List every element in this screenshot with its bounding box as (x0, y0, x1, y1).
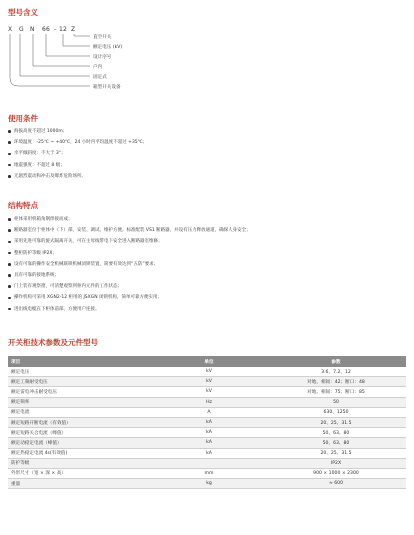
list-item: 地震强度：不超过 8 级； (8, 160, 147, 171)
table-cell: 630、1250 (266, 407, 406, 417)
list-item: 采用先进可靠的旋式隔离开关，可在主母线带电下安全进入断路器室维修； (8, 236, 251, 247)
code-char: - (54, 26, 57, 33)
table-row (8, 387, 406, 397)
table-cell (152, 458, 266, 468)
table-cell: kV (152, 377, 266, 387)
table-row (8, 479, 406, 489)
table-cell: kg (152, 479, 266, 489)
section-heading-table: 开关柜技术参数及元件型号 (8, 338, 98, 347)
table-row (8, 377, 406, 387)
column-header: 单位 (152, 356, 266, 367)
table-cell: 900 × 1000 × 2300 (266, 468, 406, 478)
list-item: 柜体采用机箱角钢焊接而成； (8, 214, 251, 225)
code-meaning: 户内 (93, 64, 103, 70)
code-meaning: 直空开关 (93, 34, 112, 40)
list-item: 具有可靠的接地系统； (8, 270, 251, 281)
table-cell: 对地、相间：75；断口：85 (266, 387, 406, 397)
list-item: 水平倾斜度：不大于 3°； (8, 148, 147, 159)
table-cell: A (152, 407, 266, 417)
table-row (8, 407, 406, 417)
table-row (8, 397, 406, 407)
code-char: Z (71, 26, 76, 33)
table-cell: 额定短路关合电流（峰值） (8, 428, 152, 438)
code-meaning: 设计序号 (93, 54, 112, 60)
table-cell: kA (152, 448, 266, 458)
table-header-row (8, 356, 406, 367)
table-cell: ≈ 600 (266, 479, 406, 489)
list-item: 门上装有观察窗，可清楚观察到柜内元件的工作状态； (8, 281, 251, 292)
list-item: 断路器室位于柜体中（下）部，安装、调试、维护方便。标准配装 VS1 断路器，并设有压力释放通道，确保人身安全； (8, 225, 251, 236)
table-row (8, 367, 406, 377)
table-cell: 20、25、31.5 (266, 448, 406, 458)
table-row (8, 438, 406, 448)
list-item: 海拔高度不超过 1000m； (8, 126, 147, 137)
features-list (8, 214, 251, 315)
conditions-list (8, 126, 147, 182)
column-header: 项目 (8, 356, 152, 367)
column-header: 参数 (266, 356, 406, 367)
list-item: 无剧烈震动和冲击及爆炸危险场所。 (8, 171, 147, 182)
table-cell: kV (152, 387, 266, 397)
code-meaning: 箱型开关设备 (93, 84, 121, 90)
table-cell: 重量 (8, 479, 152, 489)
section-heading-model: 型号含义 (8, 8, 38, 17)
table-cell: kA (152, 428, 266, 438)
table-cell: Hz (152, 397, 266, 407)
table-cell: 3.6、7.2、12 (266, 367, 406, 377)
list-item: 操作机构可采用 XGN2-12 柜用的 JSXGN 闭锁机构，简单可靠方便实用； (8, 292, 251, 303)
table-row (8, 458, 406, 468)
table-cell: mm (152, 468, 266, 478)
table-cell: 50、63、80 (266, 428, 406, 438)
code-meaning: 额定电压 (kV) (93, 44, 123, 50)
table-cell: kA (152, 417, 266, 427)
table-cell: 对地、相间：42；断口：48 (266, 377, 406, 387)
section-heading-conditions: 使用条件 (8, 114, 38, 123)
table-row (8, 468, 406, 478)
code-char: N (30, 26, 35, 33)
table-cell: 外形尺寸（宽 × 深 × 高） (8, 468, 152, 478)
table-cell: 50、63、80 (266, 438, 406, 448)
table-cell: 额定电压 (8, 367, 152, 377)
table-cell: kV (152, 367, 266, 377)
code-char: X (8, 26, 13, 33)
model-code-connector-lines (0, 0, 414, 100)
spec-table (8, 356, 406, 489)
list-item: 进出线电缆在下柜体前部，方便用户连接。 (8, 304, 251, 315)
table-cell: 额定雷电冲击耐受电压 (8, 387, 152, 397)
table-cell: 额定工频耐受电压 (8, 377, 152, 387)
table-cell: 额定短路开断电流（有效值） (8, 417, 152, 427)
code-char: 66 (42, 26, 51, 33)
table-cell: 额定频率 (8, 397, 152, 407)
table-cell: 50 (266, 397, 406, 407)
list-item: 设有可靠的操作安全机械联锁机械闭锁装置，简要有效达到“五防”要求； (8, 259, 251, 270)
list-item: 整柜防护等级 IP2X； (8, 248, 251, 259)
table-cell: 20、25、31.5 (266, 417, 406, 427)
table-row (8, 428, 406, 438)
code-char: 12 (59, 26, 68, 33)
code-meaning: 固定式 (93, 74, 107, 80)
table-cell: 防护等级 (8, 458, 152, 468)
section-heading-features: 结构特点 (8, 201, 38, 210)
table-cell: kA (152, 438, 266, 448)
table-cell: 额定电流 (8, 407, 152, 417)
table-row (8, 417, 406, 427)
table-cell: IP2X (266, 458, 406, 468)
table-cell: 额定热稳定电流 4s(有效值) (8, 448, 152, 458)
list-item: 环境温度：-25℃ ~ +40℃，24 小时内平均温度不超过 +35℃； (8, 137, 147, 148)
table-cell: 额定动稳定电流（峰值） (8, 438, 152, 448)
code-char: G (19, 26, 24, 33)
table-row (8, 448, 406, 458)
